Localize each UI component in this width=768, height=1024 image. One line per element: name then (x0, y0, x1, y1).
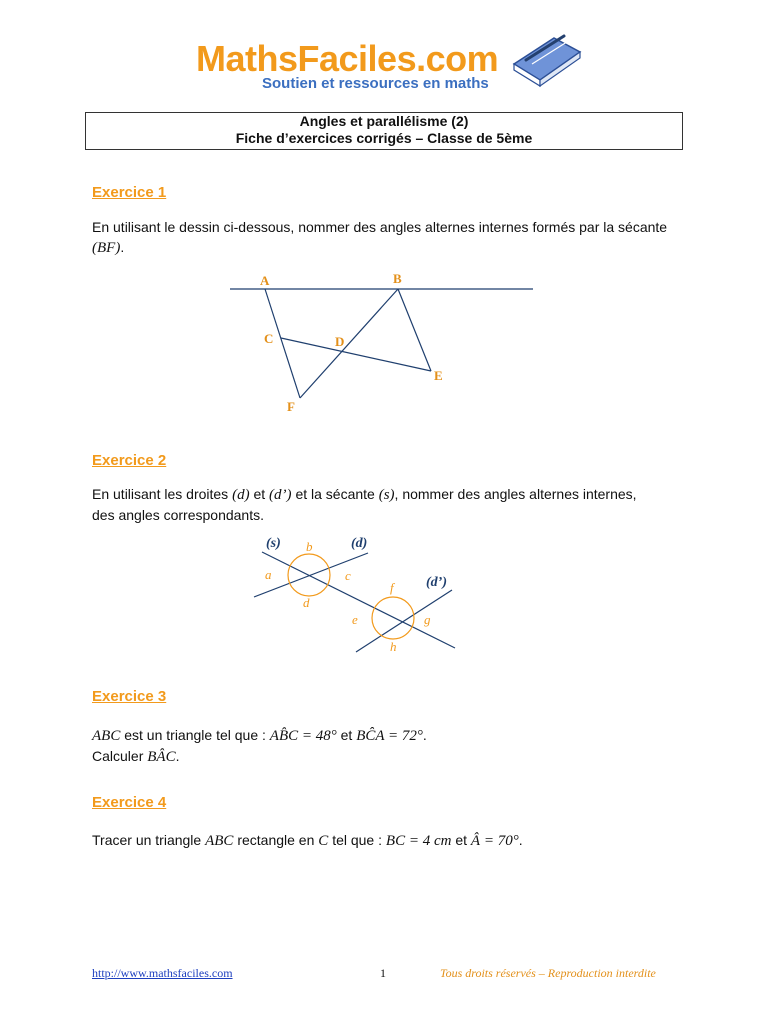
exercise-2-et: et (253, 486, 266, 502)
exercise-4-angle-a: Â = 70° (470, 833, 519, 849)
worksheet-title: Angles et parallélisme (2) (299, 113, 469, 129)
exercise-2-line-d: (d) (232, 487, 250, 503)
exercise-3-angle-bca: BĈA = 72° (356, 728, 423, 744)
angle-c-label: c (345, 568, 351, 583)
exercise-2-text-c: des angles correspondants. (92, 507, 264, 523)
exercise-4-text (92, 830, 692, 851)
angle-f-label: f (390, 580, 394, 595)
angle-g-label: g (424, 612, 431, 627)
worksheet-subtitle: Fiche d’exercices corrigés – Classe de 5ème (235, 130, 533, 146)
point-e-label: E (434, 368, 443, 383)
exercise-4-dot: . (518, 832, 523, 848)
exercise-3-calc: Calculer (92, 748, 144, 764)
exercise-2-secant: (s) (378, 487, 395, 503)
exercise-3-triangle: ABC (92, 728, 121, 744)
exercise-3-dot-2: . (175, 748, 180, 764)
exercise-3-angle-abc: AB̂C = 48° (269, 728, 337, 744)
secant-s (262, 552, 455, 648)
exercise-4-et: et (455, 832, 468, 848)
exercise-2-secant-text: et la sécante (295, 486, 375, 502)
exercise-4-text-c: tel que : (332, 832, 383, 848)
footer-website-link[interactable]: http://www.mathsfaciles.com (92, 966, 233, 980)
exercise-3-angle-bac: BÂC (147, 749, 176, 765)
point-d-label: D (335, 334, 345, 349)
exercise-2-text-a: En utilisant les droites (92, 486, 229, 502)
angle-d-label: d (303, 595, 310, 610)
footer-rights: Tous droits réservés – Reproduction interdite (440, 966, 656, 980)
angle-a-label: a (265, 567, 272, 582)
exercise-2-heading: Exercice 2 (92, 452, 167, 469)
exercise-3-text-a: est un triangle tel que : (124, 727, 266, 743)
exercise-1-period: . (120, 239, 125, 255)
exercise-2-line-dprime: (d’) (269, 487, 292, 503)
label-d: (d) (351, 536, 368, 551)
exercise-4-heading: Exercice 4 (92, 794, 167, 811)
exercise-4-triangle: ABC (205, 833, 234, 849)
point-c-label: C (264, 331, 274, 346)
exercise-4-text-b: rectangle en (237, 832, 315, 848)
site-logo-title: MathsFaciles.com (196, 38, 499, 79)
point-a-label: A (260, 273, 270, 288)
line-dprime (356, 590, 452, 652)
angle-e-label: e (352, 612, 358, 627)
page-number: 1 (380, 966, 386, 980)
exercise-3-dot: . (422, 727, 427, 743)
site-logo-subtitle: Soutien et ressources en maths (262, 75, 489, 92)
point-f-label: F (287, 399, 295, 414)
exercise-4-length-bc: BC = 4 cm (385, 833, 452, 849)
exercise-3-et: et (340, 727, 353, 743)
exercise-4-text-a: Tracer un triangle (92, 832, 202, 848)
exercise-3-text (92, 725, 692, 767)
exercise-3-heading: Exercice 3 (92, 688, 167, 705)
label-dprime: (d’) (426, 575, 447, 590)
exercise-1-secant: (BF) (92, 240, 121, 256)
exercise-4-vertex-c: C (318, 833, 329, 849)
angle-h-label: h (390, 639, 397, 654)
exercise-2-text-b: , nommer des angles alternes internes, (394, 486, 637, 502)
angle-b-label: b (306, 539, 313, 554)
point-b-label: B (393, 271, 402, 286)
exercise-1-heading: Exercice 1 (92, 184, 167, 201)
label-s: (s) (266, 536, 281, 551)
exercise-1-instruction: En utilisant le dessin ci-dessous, nommer des angles alternes internes formés par la sécante (92, 219, 668, 235)
